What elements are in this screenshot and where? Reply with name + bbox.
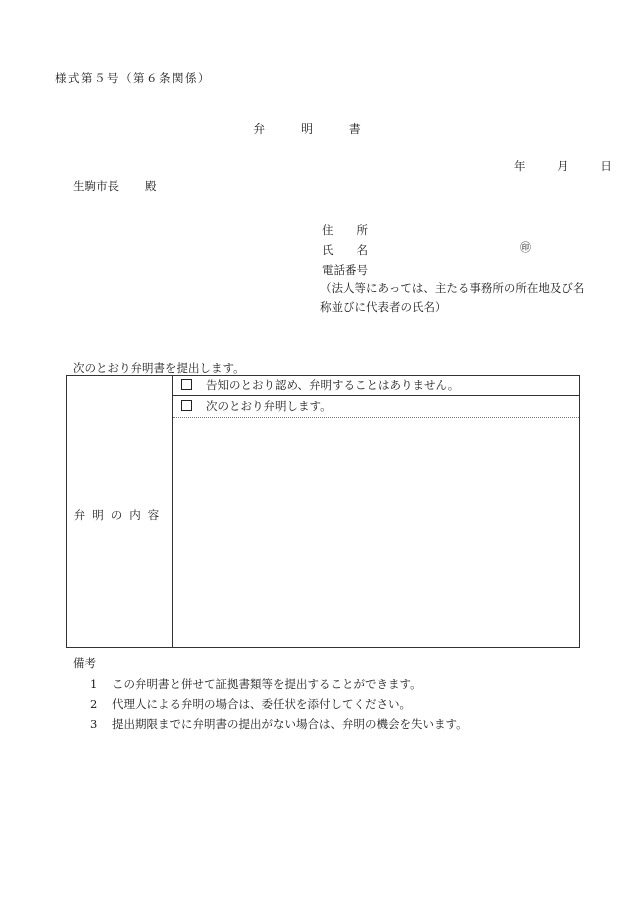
name-label: 氏 名 [322, 243, 368, 257]
intro-text: 次のとおり弁明書を提出します。 [73, 361, 245, 375]
phone-label: 電話番号 [322, 263, 368, 277]
applicant-fields [322, 220, 368, 280]
notes-title: 備考 [73, 656, 96, 670]
addressee-name: 生駒市長 [73, 179, 119, 193]
explanation-label-cell [67, 376, 173, 647]
option-accept[interactable] [173, 376, 579, 396]
date-month-label: 月 [557, 159, 569, 173]
checkbox-accept[interactable] [181, 379, 192, 390]
date-day-label: 日 [600, 159, 612, 173]
form-number: 様式第５号（第６条関係） [55, 71, 211, 85]
seal-mark: ㊞ [520, 241, 531, 254]
option-accept-label: 告知のとおり認め、弁明することはありません。 [206, 378, 460, 392]
note-item: 3 提出期限までに弁明書の提出がない場合は、弁明の機会を失います。 [90, 717, 468, 731]
checkbox-explain[interactable] [181, 400, 192, 411]
option-explain-label: 次のとおり弁明します。 [206, 399, 332, 413]
explanation-label: 弁明の内容 [73, 508, 167, 522]
option-explain[interactable] [173, 396, 579, 418]
addressee-honorific: 殿 [145, 179, 157, 193]
explanation-table [66, 375, 580, 648]
address-label: 住 所 [322, 223, 368, 237]
applicant-note: （法人等にあっては、主たる事務所の所在地及び名称並びに代表者の氏名） [320, 281, 585, 314]
note-item: 2 代理人による弁明の場合は、委任状を添付してください。 [90, 697, 411, 711]
date-year-label: 年 [514, 159, 526, 173]
document-title: 弁 明 書 [253, 122, 377, 136]
addressee [73, 178, 157, 194]
note-item: 1 この弁明書と併せて証拠書類等を提出することができます。 [90, 677, 422, 691]
date-line [492, 158, 618, 174]
